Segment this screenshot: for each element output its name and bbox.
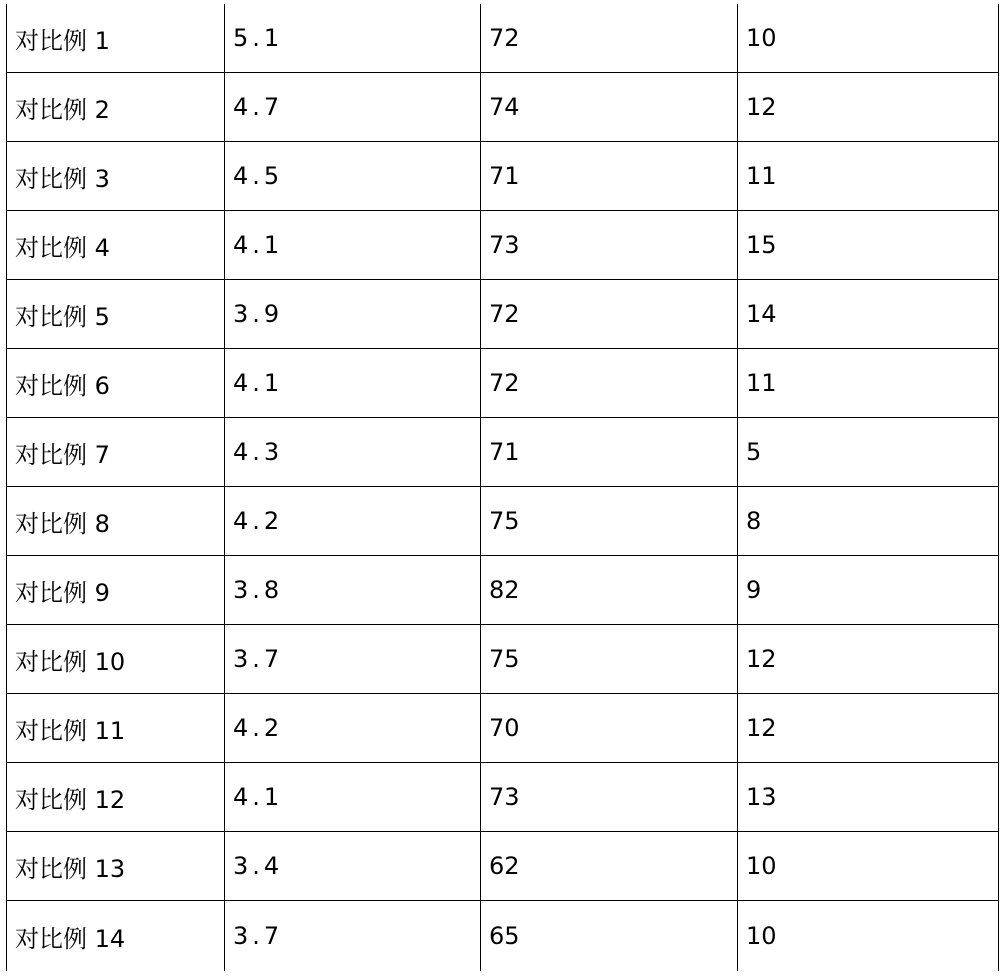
- value-c-cell: 12: [738, 73, 999, 142]
- value-b-cell: 65: [481, 901, 738, 972]
- value-c-cell: 9: [738, 556, 999, 625]
- value-a-cell: 4.2: [225, 694, 481, 763]
- value-b-cell: 62: [481, 832, 738, 901]
- row-label-cell: 对比例 1: [7, 4, 225, 73]
- row-label-cell: 对比例 11: [7, 694, 225, 763]
- value-b-cell: 72: [481, 349, 738, 418]
- row-label-cell: 对比例 5: [7, 280, 225, 349]
- value-c-cell: 10: [738, 4, 999, 73]
- table-row: [7, 211, 999, 280]
- value-b-cell: 73: [481, 763, 738, 832]
- table-row: [7, 4, 999, 73]
- table-row: [7, 832, 999, 901]
- row-label-cell: 对比例 3: [7, 142, 225, 211]
- table-row: [7, 142, 999, 211]
- row-label-cell: 对比例 9: [7, 556, 225, 625]
- value-c-cell: 11: [738, 349, 999, 418]
- value-a-cell: 3.7: [225, 625, 481, 694]
- data-table: [6, 4, 999, 971]
- value-b-cell: 71: [481, 418, 738, 487]
- table-row: [7, 280, 999, 349]
- row-label-cell: 对比例 12: [7, 763, 225, 832]
- row-label-cell: 对比例 13: [7, 832, 225, 901]
- value-a-cell: 3.9: [225, 280, 481, 349]
- value-a-cell: 4.7: [225, 73, 481, 142]
- table-row: [7, 625, 999, 694]
- value-a-cell: 5.1: [225, 4, 481, 73]
- table-row: [7, 694, 999, 763]
- row-label-cell: 对比例 2: [7, 73, 225, 142]
- value-a-cell: 3.4: [225, 832, 481, 901]
- row-label-cell: 对比例 8: [7, 487, 225, 556]
- table-row: [7, 349, 999, 418]
- value-a-cell: 3.8: [225, 556, 481, 625]
- value-c-cell: 5: [738, 418, 999, 487]
- value-a-cell: 4.3: [225, 418, 481, 487]
- value-b-cell: 71: [481, 142, 738, 211]
- row-label-cell: 对比例 10: [7, 625, 225, 694]
- row-label-cell: 对比例 14: [7, 901, 225, 972]
- value-c-cell: 10: [738, 901, 999, 972]
- value-a-cell: 4.5: [225, 142, 481, 211]
- value-a-cell: 3.7: [225, 901, 481, 972]
- value-b-cell: 72: [481, 4, 738, 73]
- value-c-cell: 15: [738, 211, 999, 280]
- row-label-cell: 对比例 7: [7, 418, 225, 487]
- value-a-cell: 4.1: [225, 349, 481, 418]
- value-b-cell: 74: [481, 73, 738, 142]
- value-b-cell: 75: [481, 487, 738, 556]
- row-label-cell: 对比例 6: [7, 349, 225, 418]
- value-c-cell: 12: [738, 625, 999, 694]
- value-c-cell: 12: [738, 694, 999, 763]
- table-row: [7, 901, 999, 972]
- value-c-cell: 14: [738, 280, 999, 349]
- table-row: [7, 73, 999, 142]
- value-c-cell: 8: [738, 487, 999, 556]
- value-c-cell: 10: [738, 832, 999, 901]
- value-b-cell: 70: [481, 694, 738, 763]
- value-a-cell: 4.1: [225, 763, 481, 832]
- table-row: [7, 418, 999, 487]
- table-row: [7, 763, 999, 832]
- table-row: [7, 556, 999, 625]
- value-a-cell: 4.1: [225, 211, 481, 280]
- table-row: [7, 487, 999, 556]
- value-b-cell: 73: [481, 211, 738, 280]
- value-c-cell: 11: [738, 142, 999, 211]
- value-a-cell: 4.2: [225, 487, 481, 556]
- row-label-cell: 对比例 4: [7, 211, 225, 280]
- value-b-cell: 72: [481, 280, 738, 349]
- value-b-cell: 75: [481, 625, 738, 694]
- value-b-cell: 82: [481, 556, 738, 625]
- value-c-cell: 13: [738, 763, 999, 832]
